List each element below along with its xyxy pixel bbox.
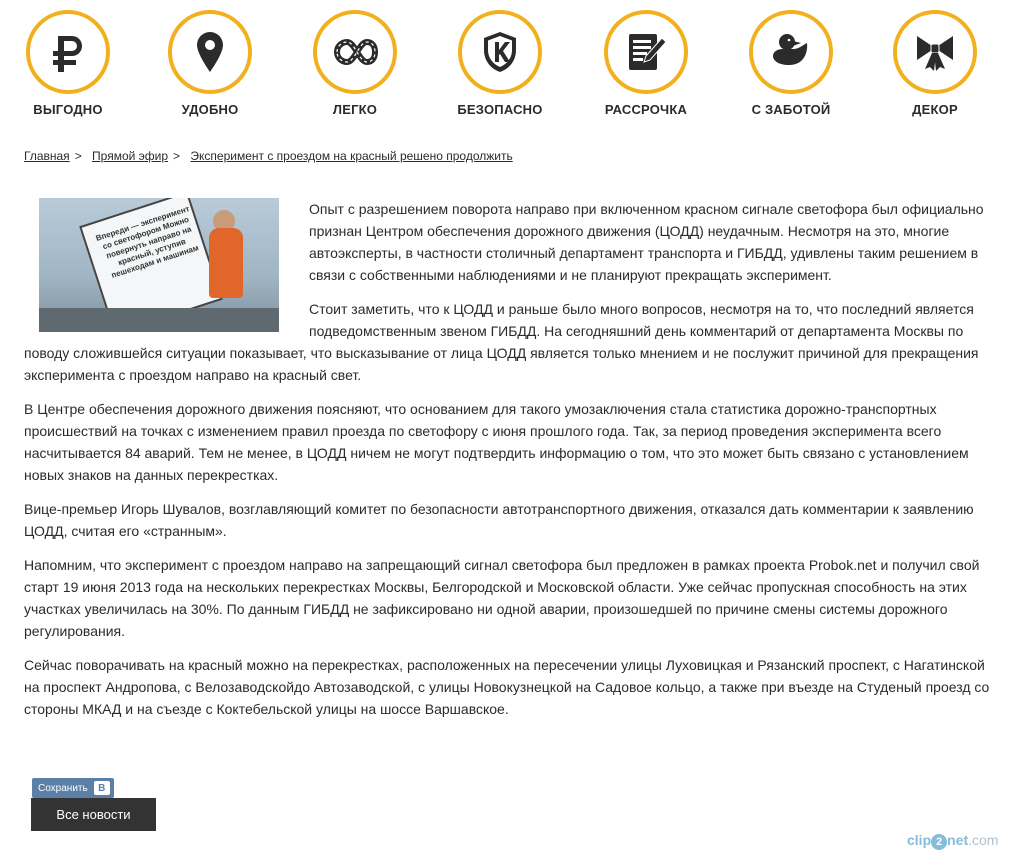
- feature-label: ВЫГОДНО: [33, 102, 103, 117]
- breadcrumb-current-link[interactable]: Эксперимент с проездом на красный решено продолжить: [190, 149, 513, 163]
- feature-circle[interactable]: [26, 10, 110, 94]
- feature-label: БЕЗОПАСНО: [457, 102, 543, 117]
- rubber-duck-icon: [767, 28, 815, 76]
- article-photo: [39, 198, 279, 332]
- feature-circle[interactable]: [749, 10, 833, 94]
- feature-circle[interactable]: [458, 10, 542, 94]
- ruble-icon: [44, 28, 92, 76]
- breadcrumb-home-link[interactable]: Главная: [24, 149, 70, 163]
- feature-rassrochka[interactable]: [591, 10, 701, 117]
- feature-label: С ЗАБОТОЙ: [751, 102, 831, 117]
- feature-circle[interactable]: [168, 10, 252, 94]
- document-pen-icon: [622, 28, 670, 76]
- photo-worker: [209, 228, 243, 298]
- feature-circle[interactable]: [893, 10, 977, 94]
- feature-dekor[interactable]: [880, 10, 990, 117]
- feature-circle[interactable]: [313, 10, 397, 94]
- photo-ground: [39, 308, 279, 332]
- article-paragraph: Напомним, что эксперимент с проездом направо на запрещающий сигнал светофора был предложен в рамках проекта Probok.net и получил свой старт 19 июня 2013 года на нескольких перекрестках Москвы, Белгородской и Московской области. Уже сейчас пропускная способность на этих участках увеличилась на 30%. По данным ГИБДД не зафиксировано ни одной аварии, произошедшей по причине смены системы дорожного регулирования.: [24, 557, 980, 639]
- feature-icons-row: [0, 10, 1017, 120]
- bow-icon: [911, 28, 959, 76]
- feature-circle[interactable]: [604, 10, 688, 94]
- watermark-part: clip: [907, 832, 932, 848]
- breadcrumb-separator: >: [74, 149, 82, 163]
- article-body: [24, 198, 990, 732]
- feature-label: РАССРОЧКА: [604, 102, 688, 117]
- article-paragraph: В Центре обеспечения дорожного движения поясняют, что основанием для такого умозаключения стала статистика дорожно-транспортных происшествий на точках с изменением правил проезда по светофору с июня прошлого года. Так, за период проведения эксперимента всего насчитывается 84 аварий. Тем не менее, в ЦОДД ничем не могут подтвердить информацию о том, что это может быть связано с установлением новых знаков на данных перекрестках.: [24, 401, 969, 483]
- save-label: Сохранить: [38, 782, 88, 794]
- map-pin-icon: [186, 28, 234, 76]
- article-paragraph: Сейчас поворачивать на красный можно на перекрестках, расположенных на пересечении улицы Луховицкая и Рязанский проспект, с Нагатинской на проспект Андропова, с Велозаводскойдо Автозаводской, с улицы Новокузнецкой на Садовое кольцо, а также при въезде на Студеный проезд со стороны МКАД и на съезде с Коктебельской улицы на шоссе Варшавское.: [24, 657, 990, 717]
- feature-label: ЛЕГКО: [332, 102, 378, 117]
- feature-legko[interactable]: [300, 10, 410, 117]
- feature-label: УДОБНО: [181, 102, 239, 117]
- article-paragraph: Опыт с разрешением поворота направо при включенном красном сигнале светофора был официально признан Центром обеспечения дорожного движения (ЦОДД) неудачным. Несмотря на это, многие автоэксперты, в частности столичный департамент транспорта и ГИБДД, удивлены таким решением в связи с собственными наблюдениями и не планируют прекращать эксперимент.: [309, 201, 984, 283]
- breadcrumb-live-link[interactable]: Прямой эфир: [92, 149, 169, 163]
- watermark-part: net: [947, 832, 969, 848]
- photo-sign-text: Впереди — эксперимент со светофором Можно повернуть направо на красный, уступив пешеходам и машинам: [94, 204, 200, 280]
- feature-s-zabotoy[interactable]: [736, 10, 846, 117]
- feature-bezopasno[interactable]: [445, 10, 555, 117]
- article-paragraph: Вице-премьер Игорь Шувалов, возглавляющий комитет по безопасности автотранспортного движения, отказался дать комментарии к заявлению ЦОДД, считая его «странным».: [24, 501, 974, 539]
- feature-udobno[interactable]: [155, 10, 265, 117]
- article-paragraph: Стоит заметить, что к ЦОДД и раньше было много вопросов, несмотря на то, что последний является подведомственным звеном ГИБДД. На сегодняшний день комментарий от департамента Москвы по поводу сложившейся ситуации показывает, что высказывание от лица ЦОДД является только мнением и не послужит причиной для прекращения эксперимента с проездом направо на красный свет.: [24, 301, 979, 383]
- feature-label: ДЕКОР: [912, 102, 958, 117]
- breadcrumb: [24, 149, 513, 163]
- breadcrumb-separator: >: [173, 149, 181, 163]
- clip2net-watermark: [907, 832, 998, 850]
- all-news-button[interactable]: Все новости: [31, 798, 156, 831]
- vk-save-button[interactable]: [32, 778, 114, 798]
- watermark-part: 2: [931, 834, 947, 850]
- vk-icon: В: [94, 781, 110, 795]
- feature-vygodno[interactable]: [13, 10, 123, 117]
- watermark-part: .com: [968, 832, 999, 848]
- infinity-road-icon: [331, 28, 379, 76]
- shield-k-icon: [476, 28, 524, 76]
